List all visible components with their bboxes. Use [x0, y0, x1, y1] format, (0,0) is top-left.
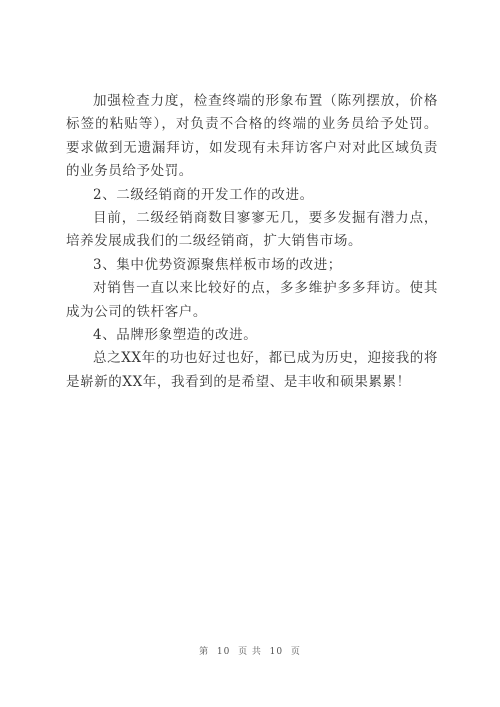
- paragraph-inspection: 加强检查力度，检查终端的形象布置（陈列摆放，价格标签的粘贴等），对负责不合格的终端的业务员给予处罚。要求做到无遗漏拜访，如发现有未拜访客户对对此区域负责的业务员给予处罚。: [66, 93, 438, 180]
- paragraph-conclusion: 总之XX年的功也好过也好，都已成为历史，迎接我的将是崭新的XX年，我看到的是希望、是丰收和硕果累累！: [66, 350, 438, 390]
- document-body: [66, 90, 438, 394]
- paragraph-distributors: 目前，二级经销商数目寥寥无几，要多发掘有潜力点，培养发展成我们的二级经销商，扩大销售市场。: [66, 210, 438, 250]
- page-number-footer: 第 10 页 共 10 页: [199, 647, 301, 657]
- paragraph-heading-2: 2、二级经销商的开发工作的改进。: [93, 186, 314, 203]
- paragraph-key-customers: 对销售一直以来比较好的点，多多维护多多拜访。使其成为公司的铁杆客户。: [66, 280, 438, 320]
- paragraph-heading-3: 3、集中优势资源聚焦样板市场的改进；: [93, 256, 342, 273]
- paragraph-heading-4: 4、品牌形象塑造的改进。: [93, 327, 258, 344]
